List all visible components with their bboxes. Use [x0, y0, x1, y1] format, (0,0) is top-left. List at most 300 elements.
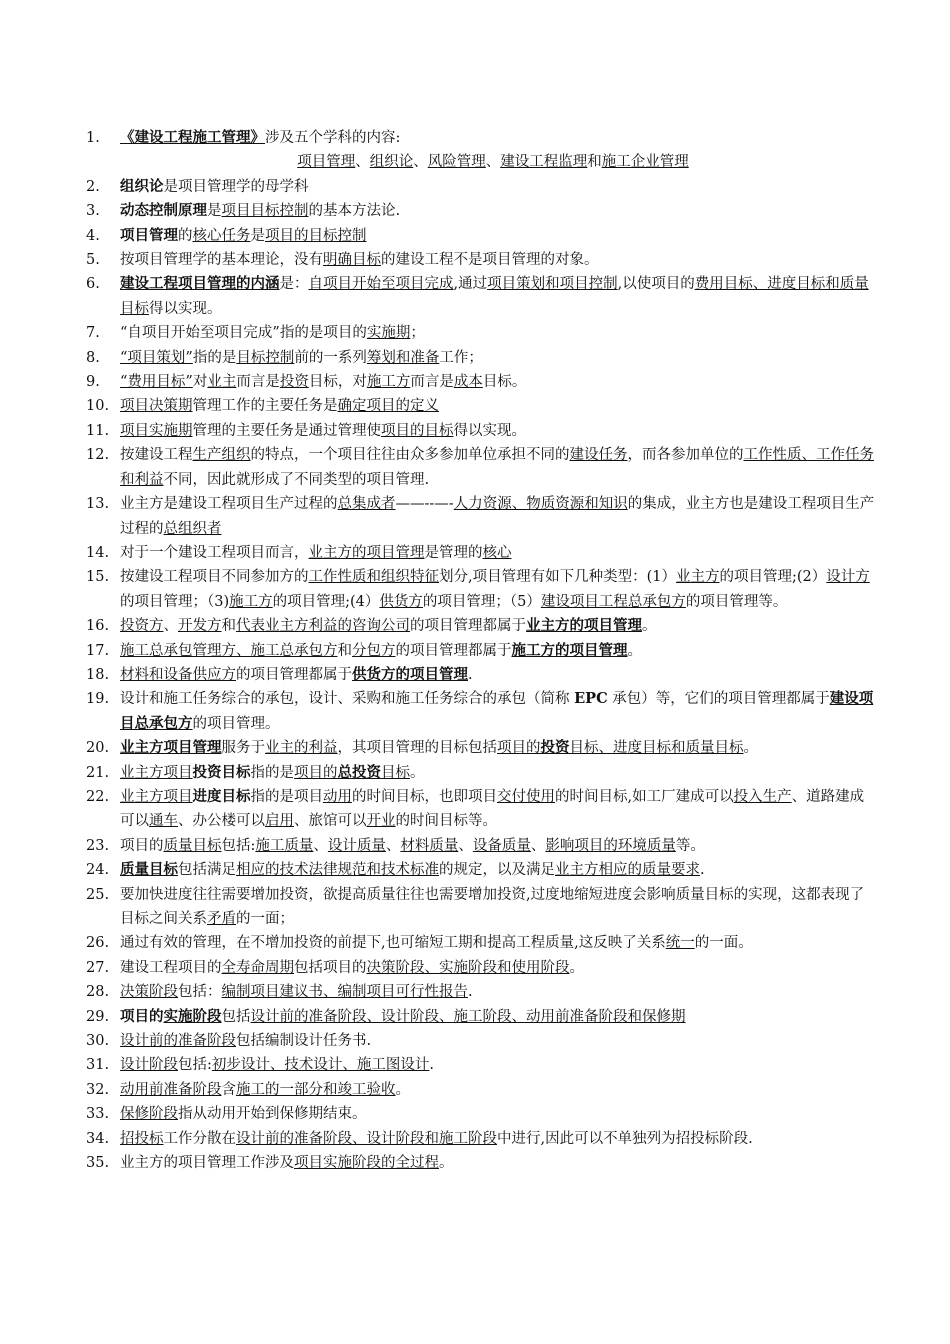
list-item-text	[120, 224, 878, 248]
text-run: 、	[355, 154, 370, 171]
list-item-number: 14.	[86, 544, 110, 561]
list-item-text	[120, 1029, 878, 1053]
list-item-text	[120, 1102, 878, 1126]
text-run: 建设工程项目的	[120, 959, 222, 976]
text-run: 项目管理	[297, 154, 356, 171]
list-item-number: 10.	[86, 398, 110, 415]
list-item-number: 18.	[86, 666, 110, 683]
text-run: 的项目管理等。	[685, 593, 788, 610]
text-run: 业主	[207, 374, 237, 391]
text-run: 开发方	[178, 618, 222, 635]
text-run: 动态控制原理	[120, 202, 207, 220]
list-item	[78, 1151, 878, 1175]
text-run: ,以使项目的	[617, 276, 695, 293]
text-run: 、	[385, 837, 401, 854]
text-run: 影响项目的环境质量	[545, 837, 676, 854]
text-run: 材料质量	[400, 837, 459, 854]
text-run: ，其项目管理的目标包括	[337, 740, 497, 757]
text-run: 动用	[323, 788, 352, 805]
text-run: 项目管理	[120, 226, 178, 244]
list-item-number: 28.	[86, 984, 110, 1001]
text-run: 而言是	[236, 374, 280, 391]
text-run: 全寿命周期	[221, 959, 294, 976]
text-run: 通车	[149, 813, 178, 830]
text-run: 是管理的	[424, 544, 483, 561]
text-run: 的项目管理。	[192, 715, 280, 732]
list-item-text	[120, 394, 878, 418]
text-run: EPC	[574, 690, 608, 708]
text-run: 、旅馆可以	[294, 813, 367, 830]
list-item	[78, 663, 878, 687]
list-item-text	[120, 663, 878, 687]
text-run: 费用目标、进度目标和质量目标	[120, 276, 869, 317]
list-item-number: 9.	[86, 374, 100, 391]
list-item-text	[120, 346, 878, 370]
list-item	[78, 931, 878, 955]
text-run: 含	[221, 1081, 236, 1098]
list-item	[78, 419, 878, 443]
text-run: 。	[410, 764, 425, 781]
list-item-text	[120, 1005, 878, 1029]
text-run: 投资目标	[192, 763, 251, 781]
text-run: 筹划和准备	[366, 349, 440, 366]
list-item-text	[120, 1151, 878, 1175]
text-run: 组织论	[369, 154, 414, 171]
text-run: “项目策划”	[120, 349, 193, 366]
list-item-text	[120, 614, 878, 638]
text-run: 、	[163, 618, 178, 635]
list-item	[78, 1005, 878, 1029]
list-item-number: 16.	[86, 618, 110, 635]
text-run: 、办公楼可以	[178, 813, 265, 830]
list-item-text	[120, 175, 878, 199]
text-run: 项目实施期	[120, 422, 193, 439]
text-run: 的项目管理;(2）	[719, 569, 827, 586]
list-item-number: 34.	[86, 1130, 110, 1147]
list-item-text	[120, 785, 878, 834]
list-item	[78, 492, 878, 541]
text-run: 通过有效的管理，在不增加投资的前提下,也可缩短工期和提高工程质量,这反映了关系	[120, 935, 666, 952]
list-item	[78, 248, 878, 272]
text-run: 的项目管理都属于	[236, 666, 352, 683]
text-run: 开业	[366, 813, 396, 830]
text-run: 目标，对	[308, 374, 367, 391]
text-run: 确定项目的定义	[337, 398, 439, 415]
list-item	[78, 761, 878, 785]
text-run: 供货方的项目管理	[352, 665, 468, 683]
text-run: 管理的主要任务是通过管理使	[192, 422, 381, 439]
list-item-number: 2.	[86, 178, 100, 195]
text-run: 明确目标	[323, 252, 381, 269]
text-run: 业主方的项目管理	[526, 617, 642, 635]
text-run: 工作；	[439, 349, 483, 366]
text-run: ；	[410, 325, 425, 342]
text-run: ,通过	[453, 276, 488, 293]
text-run: 施工质量	[255, 837, 314, 854]
text-run: 业主方项目	[120, 764, 193, 781]
list-item	[78, 394, 878, 418]
list-item	[78, 224, 878, 248]
list-item-text	[120, 980, 878, 1004]
text-run: 对于一个建设工程项目而言，	[120, 544, 309, 561]
text-run: 质量目标	[120, 861, 178, 879]
text-run: 保修阶段	[120, 1106, 178, 1123]
text-run: 施工方	[366, 374, 411, 391]
text-run: 初步设计、技术设计、施工图设计	[211, 1057, 430, 1074]
list-item-number: 22.	[86, 788, 110, 805]
text-run: 工作性质和组织特征	[308, 569, 439, 586]
text-run: 指的是项目	[250, 788, 323, 805]
list-item	[78, 272, 878, 321]
list-item-number: 33.	[86, 1106, 110, 1123]
text-run: .	[468, 666, 473, 683]
list-item-text	[120, 199, 878, 223]
list-item	[78, 785, 878, 834]
text-run: 投资	[540, 739, 570, 757]
list-item-text	[120, 639, 878, 663]
list-item	[78, 687, 878, 736]
text-run: 的特点，一个项目往往由众多参加单位承担不同的	[250, 447, 570, 464]
text-run: 是：	[279, 276, 309, 293]
text-run: 相应的技术法律规范和技术标准	[236, 862, 439, 879]
text-run: 的规定，以及满足	[439, 862, 555, 879]
text-run: 《建设工程施工管理》	[120, 129, 265, 146]
list-item	[78, 883, 878, 932]
text-run: 和	[337, 642, 352, 659]
list-item	[78, 199, 878, 223]
list-item	[78, 1078, 878, 1102]
text-run: 得以实现。	[149, 300, 222, 317]
list-item-text	[108, 150, 878, 174]
text-run: 的建设工程不是项目管理的对象。	[381, 252, 599, 269]
text-run: 包括项目的	[294, 959, 367, 976]
list-item-text	[120, 761, 878, 785]
text-run: 启用	[265, 813, 294, 830]
list-item-number: 25.	[86, 886, 110, 903]
text-run: 包括:	[178, 1057, 212, 1074]
text-run: 得以实现。	[453, 422, 526, 439]
text-run: 指的是	[192, 349, 237, 366]
text-run: 核心	[482, 544, 512, 561]
text-run: 的时间目标等。	[395, 813, 497, 830]
text-run: “自项目开始至项目完成”指的是项目的	[120, 325, 367, 342]
list-item-number: 4.	[86, 227, 100, 244]
text-run: 是项目管理学的母学科	[163, 178, 309, 195]
text-run: 业主的利益	[265, 740, 338, 757]
text-run: 管理工作的主要任务是	[192, 398, 338, 415]
text-run: 不同，因此就形成了不同类型的项目管理.	[163, 471, 430, 488]
list-item-number: 3.	[86, 203, 100, 220]
text-run: 投入生产	[733, 788, 792, 805]
text-run: 包括编制设计任务书.	[236, 1033, 372, 1050]
text-run: 承包）等，它们的项目管理都属于	[607, 691, 830, 708]
text-run: 建设工程项目管理的内涵	[120, 275, 280, 293]
text-run: 进度目标	[192, 787, 251, 805]
list-item	[78, 175, 878, 199]
list-item-number: 32.	[86, 1081, 110, 1098]
text-run: 代表业主方利益的咨询公司	[236, 618, 410, 635]
text-run: 包括	[221, 1008, 251, 1025]
text-run: “费用目标”	[120, 374, 193, 391]
text-run: 决策阶段	[120, 984, 178, 1001]
text-run: 而言是	[410, 374, 454, 391]
list-item-number: 6.	[86, 276, 100, 293]
list-item-number: 5.	[86, 252, 100, 269]
list-item-text	[120, 1078, 878, 1102]
list-item-number: 13.	[86, 496, 110, 513]
list-item-text	[120, 956, 878, 980]
text-run: 生产组织	[192, 447, 251, 464]
list-item-text	[120, 736, 878, 760]
list-item-text	[120, 883, 878, 932]
list-item-number: 35.	[86, 1155, 110, 1172]
text-run: 项目的	[497, 740, 541, 757]
text-run: 、	[413, 154, 428, 171]
text-run: 指的是	[250, 764, 294, 781]
text-run: 工作分散在	[163, 1130, 236, 1147]
text-run: 业主方是建设工程项目生产过程的	[120, 496, 338, 513]
text-run: 、	[313, 837, 328, 854]
text-run: 设计和施工任务综合的承包，设计、采购和施工任务综合的承包（简称	[120, 691, 575, 708]
list-item-text	[120, 565, 878, 614]
text-run: 施工企业管理	[601, 154, 689, 171]
text-run: 组织论	[120, 177, 164, 195]
text-run: 总投资	[337, 763, 381, 781]
list-item-text	[120, 248, 878, 272]
text-run: 的集成，业主方也是建设工程项目生产过程的	[120, 496, 875, 537]
text-run: 业主方相应的质量要求	[555, 862, 700, 879]
list-item	[78, 858, 878, 882]
list-item-text	[120, 931, 878, 955]
text-run: 建设任务	[569, 447, 628, 464]
text-run: 矛盾	[207, 911, 236, 927]
text-run: 等。	[675, 837, 705, 854]
text-run: 对	[192, 374, 208, 391]
text-run: 实施期	[366, 325, 411, 342]
text-run: ——--—-	[395, 496, 454, 513]
text-run: 包括：	[178, 984, 222, 1001]
text-run: 、道路建成可以	[120, 788, 865, 830]
text-run: 的一面；	[236, 911, 294, 927]
text-run: .	[429, 1057, 434, 1074]
text-run: 施工的一部分和竣工验收	[236, 1081, 396, 1098]
text-run: 统一	[665, 935, 695, 952]
text-run: 业主方项目	[120, 788, 193, 805]
text-run: 设计方	[826, 569, 870, 586]
text-run: 目标、进度目标和质量目标	[569, 740, 744, 757]
text-run: 施工总承包管理方、施工总承包方	[120, 642, 338, 659]
list-item	[78, 321, 878, 345]
list-item-text	[120, 126, 878, 150]
text-run: 项目决策期	[120, 398, 193, 415]
text-run: 按建设工程	[120, 447, 193, 464]
text-run: 的时间目标,如工厂建成可以	[555, 788, 734, 805]
text-run: 材料和设备供应方	[120, 666, 236, 683]
text-run: 业主方	[676, 569, 720, 586]
text-run: 动用前准备阶段	[120, 1081, 222, 1098]
text-run: 、	[485, 154, 501, 171]
text-run: 质量目标	[163, 837, 222, 854]
text-run: 项目的	[120, 837, 164, 854]
list-item-number: 8.	[86, 349, 100, 366]
text-run: 人力资源、物质资源和知识	[453, 496, 628, 513]
list-item-text	[120, 419, 878, 443]
text-run: 项目的目标	[381, 422, 454, 439]
list-item-number: 27.	[86, 959, 110, 976]
text-run: 按项目管理学的基本理论，没有	[120, 252, 323, 269]
text-run: 涉及五个学科的内容:	[265, 130, 401, 146]
text-run: 决策阶段、实施阶段和使用阶段	[366, 959, 570, 976]
list-item-text	[120, 541, 878, 565]
list-item-text	[120, 1127, 878, 1151]
text-run: 分包方	[352, 642, 396, 659]
text-run: 。	[743, 740, 758, 757]
text-run: 的项目管理;(4）	[272, 593, 380, 610]
list-item	[78, 1127, 878, 1151]
list-item	[78, 1053, 878, 1077]
text-run: 建设项目总承包方	[120, 690, 874, 732]
text-run: 。	[569, 959, 584, 976]
text-run: 、	[530, 837, 546, 854]
text-run: 按建设工程项目不同参加方的	[120, 569, 309, 586]
text-run: 。	[395, 1081, 410, 1098]
text-run: 、	[458, 837, 473, 854]
list-item	[78, 614, 878, 638]
text-run: 。	[439, 1155, 454, 1172]
list-item-number: 20.	[86, 740, 110, 757]
text-run: 风险管理	[427, 154, 486, 171]
text-run: 要加快进度往往需要增加投资，欲提高质量往往也需要增加投资,过度地缩短进度会影响质量目标的实现，这都表现了目标之间关系	[120, 886, 865, 927]
text-run: 业主方项目管理	[120, 739, 222, 757]
text-run: 总集成者	[337, 496, 396, 513]
text-run: 的项目管理；（5）	[422, 593, 541, 610]
text-run: 的一面。	[694, 935, 753, 952]
text-run: 包括:	[221, 837, 256, 854]
text-run: 项目策划和项目控制	[487, 276, 618, 293]
list-item	[78, 370, 878, 394]
list-item	[78, 1102, 878, 1126]
text-run: 投资	[279, 374, 309, 391]
text-run: 的基本方法论.	[308, 203, 401, 220]
text-run: 。	[627, 642, 642, 659]
text-run: 服务于	[221, 740, 265, 757]
list-item	[78, 980, 878, 1004]
list-item-number: 11.	[86, 422, 110, 439]
text-run: 前的一系列	[294, 349, 367, 366]
list-item-number: 30.	[86, 1033, 110, 1050]
text-run: 设计质量	[327, 837, 386, 854]
text-run: 和	[221, 618, 236, 635]
text-run: 项目目标控制	[221, 203, 309, 220]
text-run: 交付使用	[497, 788, 555, 805]
list-item	[78, 956, 878, 980]
list-item-text	[120, 272, 878, 321]
text-run: 设计阶段	[120, 1057, 178, 1074]
text-run: 指从动用开始到保修期结束。	[178, 1106, 367, 1123]
text-run: 供货方	[379, 593, 423, 610]
numbered-list	[78, 126, 878, 1175]
subject-list-line	[78, 150, 878, 174]
list-item-number: 15.	[86, 569, 110, 586]
list-item-number: 29.	[86, 1008, 110, 1025]
list-item	[78, 1029, 878, 1053]
text-run: 建设工程监理	[500, 154, 588, 171]
text-run: ，而各参加单位的	[627, 447, 744, 464]
list-item-text	[120, 370, 878, 394]
text-run: 项目的目标控制	[265, 227, 367, 244]
list-item-number: 17.	[86, 642, 110, 659]
text-run: 施工方	[229, 593, 273, 610]
list-item	[78, 126, 878, 150]
text-run: 项目的	[294, 764, 338, 781]
text-run: 。	[642, 618, 657, 635]
list-item	[78, 346, 878, 370]
text-run: 自项目开始至项目完成	[308, 276, 454, 293]
text-run: 设计前的准备阶段、设计阶段和施工阶段	[236, 1130, 497, 1147]
list-item-text	[120, 492, 878, 541]
text-run: 是	[250, 227, 265, 244]
text-run: 设备质量	[472, 837, 531, 854]
list-item	[78, 565, 878, 614]
list-item-text	[120, 834, 878, 858]
text-run: 编制项目建议书、编制项目可行性报告	[221, 984, 468, 1001]
text-run: 设计前的准备阶段	[120, 1033, 236, 1050]
text-run: 施工方的项目管理	[511, 641, 628, 659]
text-run: 目标	[381, 764, 410, 781]
list-item	[78, 834, 878, 858]
text-run: 总组织者	[163, 520, 222, 537]
text-run: .	[468, 984, 473, 1001]
list-item-text	[120, 443, 878, 492]
text-run: 招投标	[120, 1130, 164, 1147]
text-run: 投资方	[120, 618, 164, 635]
text-run: 的项目管理都属于	[395, 642, 512, 659]
list-item-number: 21.	[86, 764, 110, 781]
text-run: 实施阶段	[163, 1007, 222, 1025]
text-run: 目标控制	[236, 349, 295, 366]
text-run: 包括满足	[178, 862, 236, 879]
text-run: 设计前的准备阶段、设计阶段、施工阶段、动用前准备阶段和保修期	[250, 1008, 686, 1025]
list-item-number: 12.	[86, 447, 110, 464]
list-item-number: 31.	[86, 1057, 110, 1074]
text-run: 中进行,因此可以不单独列为招投标阶段.	[497, 1130, 753, 1147]
list-item	[78, 736, 878, 760]
list-item-text	[120, 858, 878, 882]
list-item-text	[120, 1053, 878, 1077]
list-item-text	[120, 321, 878, 345]
text-run: 核心任务	[192, 227, 251, 244]
text-run: 业主方的项目管理工作涉及	[120, 1155, 294, 1172]
list-item-number: 26.	[86, 935, 110, 952]
list-item-number: 1.	[86, 130, 100, 146]
text-run: 和	[587, 154, 602, 171]
text-run: 工作性质、工作任务和利益	[120, 447, 874, 488]
text-run: 是	[207, 203, 222, 220]
text-run: 业主方的项目管理	[308, 544, 425, 561]
text-run: 成本	[453, 374, 483, 391]
text-run: 的项目管理；（3)	[120, 593, 230, 610]
text-run: 的	[178, 227, 193, 244]
list-item-text	[120, 687, 878, 736]
text-run: 的项目管理都属于	[410, 618, 526, 635]
text-run: 建设项目工程总承包方	[540, 593, 686, 610]
list-item-number: 23.	[86, 837, 110, 854]
text-run: 划分,项目管理有如下几种类型：(1）	[439, 569, 676, 586]
list-item	[78, 541, 878, 565]
list-item-number: 24.	[86, 862, 110, 879]
list-item	[78, 639, 878, 663]
list-item	[78, 443, 878, 492]
